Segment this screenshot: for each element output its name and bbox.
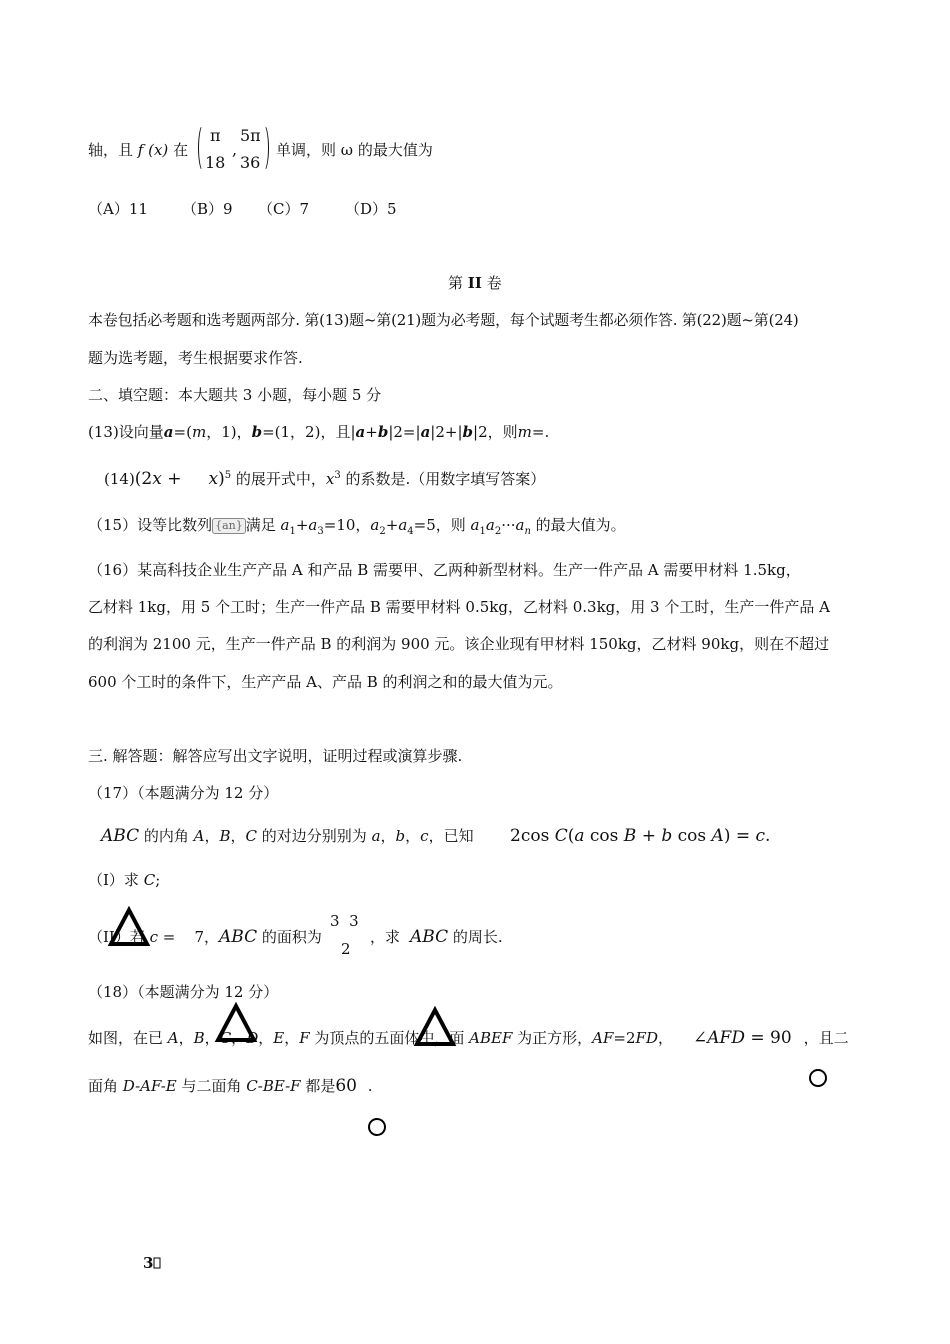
- q13-o: |2，则: [473, 423, 518, 441]
- q18-l1-m: 为顶点的五面体中，面: [309, 1029, 470, 1047]
- vertex-e: E: [273, 1029, 285, 1047]
- triangle-icon: [214, 1002, 258, 1044]
- q18-l2-c: 与二面角: [176, 1077, 247, 1095]
- section-title-post: 卷: [486, 274, 502, 292]
- q18-l1-q: =2: [613, 1029, 636, 1047]
- frac-comma: ,: [232, 140, 238, 159]
- vertex-a: A: [167, 1029, 179, 1047]
- eq-c: (: [567, 826, 575, 846]
- area-numerator: 3 3: [330, 912, 359, 930]
- section-title: [448, 273, 502, 293]
- q13-e: ，1)，: [206, 423, 252, 441]
- q14-number: (14): [104, 470, 135, 488]
- q13-k: |2=|: [388, 423, 421, 441]
- q16-line3: 的利润为 2100 元，生产一件产品 B 的利润为 900 元。该企业现有甲材料 150kg，乙材料 90kg，则在不超过: [88, 635, 830, 653]
- q13-vec-b: b: [251, 423, 263, 441]
- q15-a: （15）设等比数列: [88, 516, 213, 534]
- triangle-icon: [107, 906, 151, 948]
- q18-comma2: ，: [204, 1029, 220, 1047]
- q17-l1-h: 的对边分别别为: [257, 827, 372, 845]
- q15-plus1: +: [295, 516, 309, 534]
- q13-m2: m: [517, 423, 532, 441]
- q15-prod-a2-sub: 2: [494, 526, 502, 537]
- q13-c: =(: [173, 423, 192, 441]
- q14-x: x: [152, 469, 162, 489]
- q14-x3: x: [325, 470, 335, 488]
- q17-title: （17）（本题满分为 12 分）: [88, 784, 279, 802]
- q14-exp: 5: [224, 470, 232, 481]
- q15-f: =10，: [323, 516, 371, 534]
- q17-p2-area: 的面积为: [257, 928, 322, 946]
- eq-d: a: [574, 826, 585, 846]
- q13-m: m: [191, 423, 207, 441]
- side-a: a: [371, 827, 381, 845]
- dihedral-value: 60: [335, 1076, 357, 1096]
- eq-e: cos: [584, 826, 624, 846]
- q12-tail-text: 的最大值为: [357, 141, 433, 159]
- section-title-roman: II: [467, 274, 482, 292]
- q17-p2-value: = 7，: [158, 928, 219, 946]
- eq-g: +: [636, 826, 662, 846]
- side-c: c: [420, 827, 429, 845]
- q16-line4: 600 个工时的条件下，生产产品 A、产品 B 的利润之和的最大值为元。: [88, 673, 563, 691]
- eq-j: A: [711, 826, 724, 846]
- q16-line1: （16）某高科技企业生产产品 A 和产品 B 需要甲、乙两种新型材料。生产一件产品 A 需要甲材料 1.5kg，: [88, 561, 801, 579]
- q17-p2-f: ，求: [370, 928, 401, 946]
- q13-q: =.: [531, 423, 550, 441]
- q12-option-b: （B）9: [182, 200, 233, 218]
- vertex-d: D: [246, 1029, 259, 1047]
- q17-part1: [88, 870, 160, 890]
- sequence-placeholder-icon: {an}: [212, 518, 246, 534]
- q13-vec-a: a: [163, 423, 174, 441]
- q15-a1: a: [280, 516, 290, 534]
- q12-zai-text: 在: [173, 141, 189, 159]
- seg-af: AF: [592, 1029, 614, 1047]
- angle-afd: ∠AFD: [693, 1028, 745, 1048]
- q17-comma2: ，: [230, 827, 246, 845]
- q14-h: 的展开式中，: [231, 470, 326, 488]
- q15-dots: ···: [501, 516, 516, 534]
- q14-k: 的系数是.（用数字填写答案）: [340, 470, 546, 488]
- triangle-abc-2: ABC: [218, 927, 258, 947]
- q18-l1-v: ，且二: [803, 1029, 849, 1047]
- box-glyph-icon: [153, 1257, 161, 1269]
- q18-line1: [88, 1028, 849, 1048]
- q14-plus: +: [161, 469, 209, 489]
- side-b: b: [395, 827, 406, 845]
- q13-vec-b2: b: [377, 423, 389, 441]
- q18-comma5: ，: [284, 1029, 300, 1047]
- q15-prod-a2: a: [485, 516, 495, 534]
- q17-p1-semicolon: ;: [155, 871, 161, 889]
- omega-symbol: ω: [340, 141, 354, 159]
- q15-prod-a1: a: [470, 516, 480, 534]
- q15-a4-sub: 4: [407, 526, 414, 537]
- angle-a: A: [193, 827, 205, 845]
- q13-plus: +: [365, 423, 378, 441]
- eq-b: C: [554, 826, 568, 846]
- answer-heading: 三. 解答题：解答应写出文字说明，证明过程或演算步骤.: [88, 747, 463, 765]
- q18-line2: [88, 1076, 373, 1096]
- q13-vec-a2: a: [355, 423, 366, 441]
- q15-plus2: +: [385, 516, 399, 534]
- q15-a2: a: [370, 516, 380, 534]
- q17-p2-h: 的周长.: [448, 928, 503, 946]
- q12-option-d: （D）5: [345, 200, 397, 218]
- triangle-icon: [413, 1006, 457, 1048]
- vertex-c: C: [219, 1029, 232, 1047]
- q14-exp3: 3: [334, 470, 341, 481]
- frac1-numerator: π: [210, 126, 221, 145]
- q15-a3-sub: 3: [317, 526, 324, 537]
- q17-p1-a: （I）求: [88, 871, 144, 889]
- q15-a1-sub: 1: [289, 526, 296, 537]
- triangle-abc-3: ABC: [410, 927, 449, 947]
- q17-p2-c: c: [149, 928, 159, 946]
- q13-a: (13)设向量: [88, 423, 164, 441]
- q13-m-text: |2+|: [430, 423, 463, 441]
- degree-circle-icon: [366, 1116, 388, 1138]
- q15-line: [88, 515, 626, 542]
- area-denominator: 2: [341, 940, 351, 958]
- q17-part2-tail: [370, 927, 503, 947]
- q18-l1-a: 如图，在已: [88, 1029, 168, 1047]
- q16-line2: 乙材料 1kg，用 5 个工时；生产一件产品 B 需要甲材料 0.5kg，乙材料 0.3kg，用 3 个工时，生产一件产品 A: [88, 598, 830, 616]
- dihedral-1: D-AF-E: [122, 1077, 177, 1095]
- fill-heading: 二、填空题：本大题共 3 小题，每小题 5 分: [88, 386, 382, 404]
- q15-o: 的最大值为。: [530, 516, 626, 534]
- q13-line: [88, 422, 549, 442]
- q15-a4: a: [398, 516, 408, 534]
- eq-i: cos: [672, 826, 712, 846]
- q13-vec-b3: b: [462, 423, 474, 441]
- right-paren-icon: [258, 124, 269, 172]
- q12-line: [88, 140, 188, 160]
- q18-l1-s: ，: [657, 1029, 673, 1047]
- angle-b: B: [219, 827, 231, 845]
- q14-line: [104, 466, 545, 489]
- section-title-pre: 第: [448, 274, 464, 292]
- q18-l1-o: 为正方形，: [512, 1029, 593, 1047]
- q15-j: =5，则: [413, 516, 471, 534]
- q12-option-c: （C）7: [258, 200, 310, 218]
- vertex-f: F: [299, 1029, 310, 1047]
- q18-title: （18）（本题满分为 12 分）: [88, 983, 279, 1001]
- q17-comma4: ，: [405, 827, 421, 845]
- eq-h: b: [661, 826, 673, 846]
- section-intro-line2: 题为选考题，考生根据要求作答.: [88, 349, 303, 367]
- q18-l2-a: 面角: [88, 1077, 123, 1095]
- section-intro-line1: 本卷包括必考题和选考题两部分. 第(13)题~第(21)题为必考题，每个试题考生都必须作答. 第(22)题~第(24): [88, 311, 799, 329]
- q12-pre-text: 轴，且: [88, 141, 134, 159]
- triangle-abc-1: ABC: [101, 826, 140, 846]
- q17-comma1: ，: [204, 827, 220, 845]
- dihedral-2: C-BE-F: [246, 1077, 301, 1095]
- frac2-numerator: 5π: [240, 126, 261, 145]
- q17-statement: [101, 826, 474, 846]
- eq-l: c: [755, 826, 766, 846]
- seg-fd: FD: [635, 1029, 658, 1047]
- frac2-denominator: 36: [240, 153, 261, 172]
- q18-period: .: [363, 1077, 373, 1095]
- q13-g: =(1，2)，且|: [262, 423, 356, 441]
- q13-vec-a3: a: [420, 423, 431, 441]
- vertex-b: B: [193, 1029, 205, 1047]
- q12-line-tail: [276, 140, 433, 160]
- q15-b: 满足: [245, 516, 281, 534]
- q15-prod-a1-sub: 1: [479, 526, 486, 537]
- angle-value: = 90: [744, 1028, 792, 1048]
- eq-a: 2cos: [510, 826, 555, 846]
- degree-circle-icon: [807, 1067, 829, 1089]
- face-abef: ABEF: [469, 1029, 513, 1047]
- q18-l2-e: 都是: [300, 1077, 336, 1095]
- q17-p1-c: C: [143, 871, 156, 889]
- eq-f: B: [623, 826, 637, 846]
- frac1-denominator: 18: [205, 153, 226, 172]
- q14-x2: x: [208, 469, 219, 489]
- q17-equation: [510, 826, 770, 846]
- q18-comma3: ，: [231, 1029, 247, 1047]
- q17-l1-n: ，已知: [428, 827, 474, 845]
- q12-post-text: 单调，则: [276, 141, 337, 159]
- q12-option-a: （A）11: [88, 200, 148, 218]
- q15-a3: a: [308, 516, 318, 534]
- q18-comma4: ，: [258, 1029, 274, 1047]
- q17-l1-b: 的内角: [139, 827, 194, 845]
- eq-k: ) =: [723, 826, 756, 846]
- angle-c: C: [245, 827, 258, 845]
- q15-prod-an-sub: n: [524, 526, 531, 537]
- page-number-value: 3: [143, 1254, 154, 1272]
- page-number: [143, 1254, 161, 1272]
- q18-comma1: ，: [178, 1029, 194, 1047]
- q15-prod-an: a: [515, 516, 525, 534]
- q12-function: f (x): [137, 141, 169, 159]
- q14-open: (2: [134, 469, 153, 489]
- q14-close: ): [218, 469, 225, 489]
- q15-a2-sub: 2: [379, 526, 386, 537]
- q17-p2-a: （II）若: [88, 928, 150, 946]
- eq-m: .: [765, 826, 771, 846]
- q17-comma3: ，: [380, 827, 396, 845]
